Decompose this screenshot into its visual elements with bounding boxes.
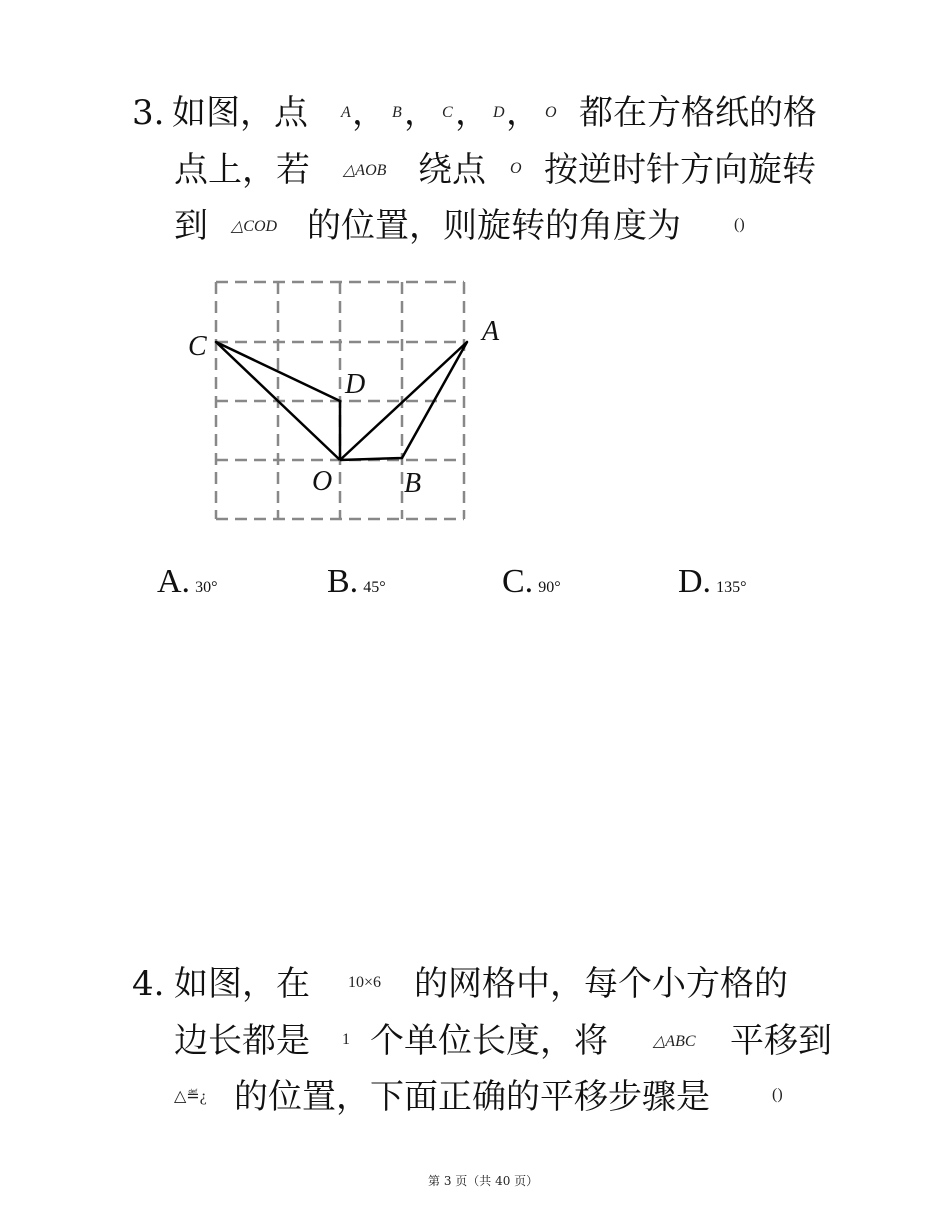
option-b[interactable] <box>327 563 386 601</box>
q4-text-line1a: 如图，在 <box>174 964 310 1004</box>
comma: ， <box>352 93 386 133</box>
comma: ， <box>455 93 489 133</box>
q3-text-line2a: 点上，若 <box>174 150 310 190</box>
option-letter: C. <box>502 563 534 600</box>
page-footer: 第 3 页（共 40 页） <box>428 1174 539 1188</box>
option-value: 90° <box>538 579 561 596</box>
comma: ， <box>404 93 438 133</box>
unit-one: 1 <box>342 1031 350 1048</box>
triangle-cod: △COD <box>231 218 278 235</box>
option-d[interactable] <box>678 563 747 601</box>
point-c: C <box>442 104 453 121</box>
label-c: C <box>188 331 207 362</box>
q3-text-line1a: 如图，点 <box>172 93 308 133</box>
q4-text-line2c: 平移到 <box>730 1021 832 1061</box>
label-b: B <box>404 468 422 499</box>
option-value: 135° <box>716 579 747 596</box>
option-letter: D. <box>678 563 712 600</box>
label-d: D <box>345 369 366 400</box>
q4-text-line3: 的位置，下面正确的平移步骤是 <box>234 1077 710 1117</box>
point-b: B <box>392 104 402 121</box>
answer-paren: () <box>772 1086 783 1103</box>
grid-size: 10×6 <box>348 974 382 991</box>
point-a: A <box>341 104 351 121</box>
triangle-target: △≝¿ <box>174 1088 207 1105</box>
q3-text-line3a: 到 <box>174 206 208 246</box>
q4-number: 4. <box>132 964 165 1004</box>
triangle-aob: △AOB <box>343 162 387 179</box>
q3-text-line1b: 都在方格纸的格 <box>579 93 817 133</box>
q4-text-line2a: 边长都是 <box>174 1021 310 1061</box>
option-c[interactable] <box>502 563 561 601</box>
triangle-abc: △ABC <box>653 1033 696 1050</box>
option-letter: B. <box>327 563 359 600</box>
q3-text-line2c: 按逆时针方向旋转 <box>544 150 816 190</box>
label-o: O <box>312 466 333 497</box>
label-a: A <box>482 316 500 347</box>
q3-text-line2b: 绕点 <box>418 150 486 190</box>
point-d: D <box>493 104 505 121</box>
q3-text-line3b: 的位置，则旋转的角度为 <box>307 206 681 246</box>
point-o: O <box>545 104 557 121</box>
q4-text-line2b: 个单位长度，将 <box>370 1021 608 1061</box>
q3-number: 3. <box>132 93 165 133</box>
point-o: O <box>510 160 522 177</box>
option-value: 30° <box>195 579 218 596</box>
q4-text-line1b: 的网格中，每个小方格的 <box>414 964 788 1004</box>
comma: ， <box>506 93 540 133</box>
answer-paren: () <box>734 216 745 233</box>
option-a[interactable] <box>157 563 218 601</box>
rotation-figure <box>180 270 520 540</box>
option-letter: A. <box>157 563 191 600</box>
option-value: 45° <box>363 579 386 596</box>
